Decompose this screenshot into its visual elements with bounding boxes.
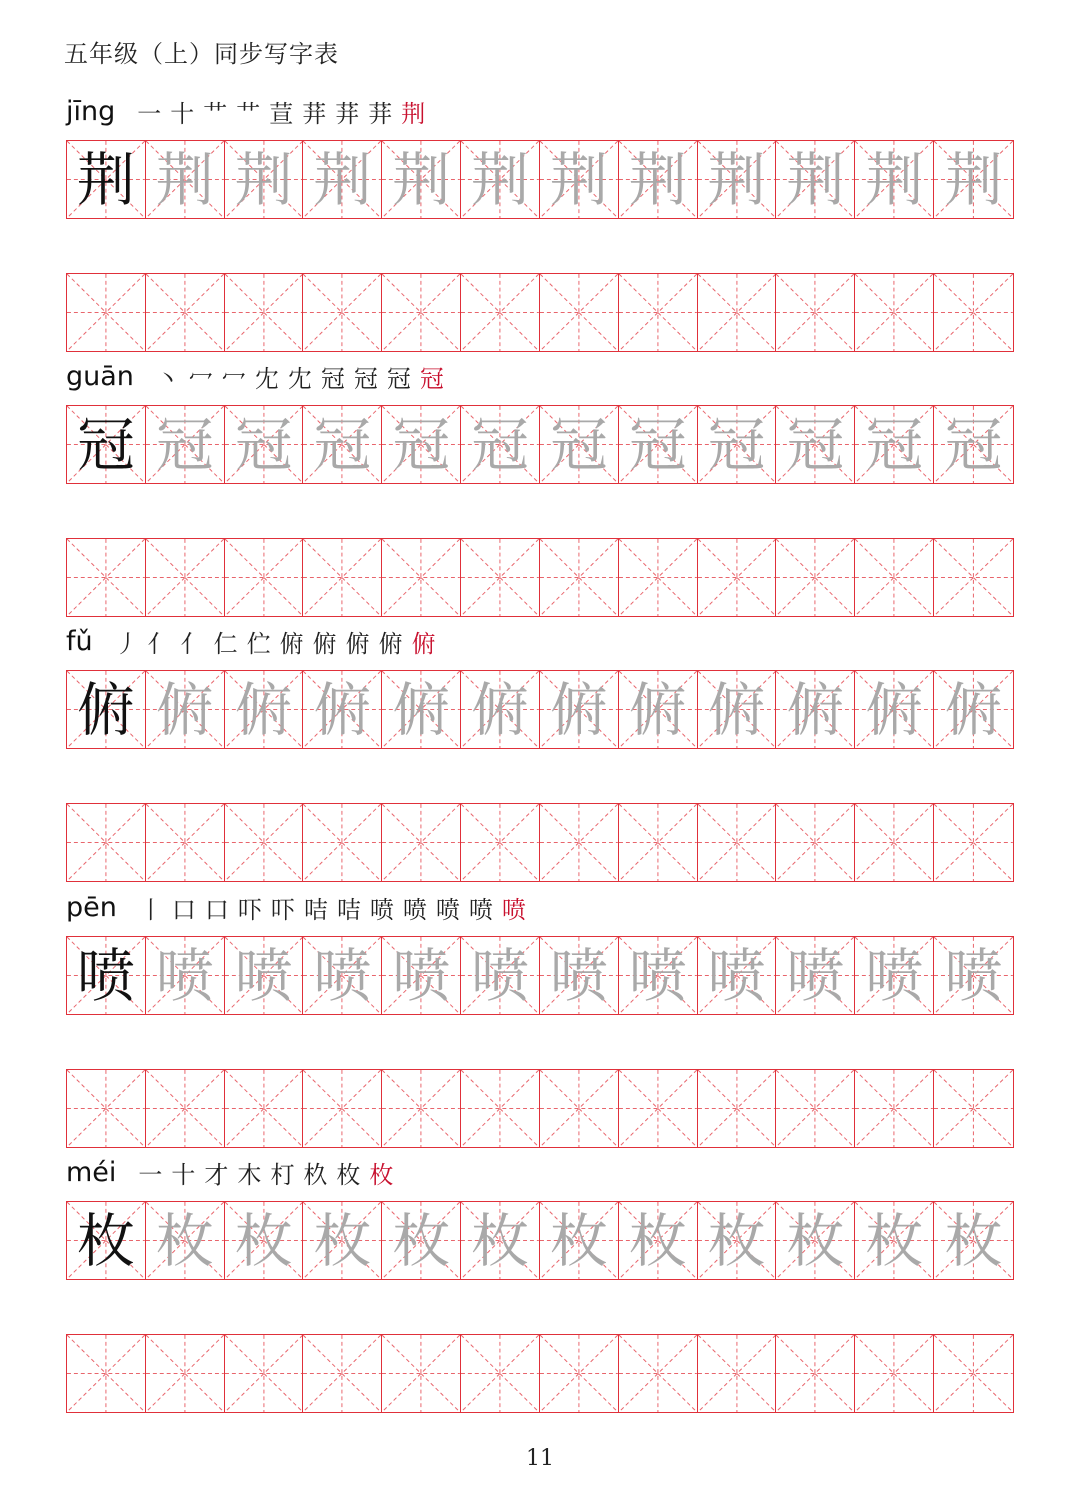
trace-character: 枚: [471, 1206, 530, 1275]
blank-writing-cell[interactable]: [146, 1335, 225, 1412]
stroke-step: 冘: [287, 364, 312, 393]
trace-character: 喷: [155, 941, 214, 1010]
trace-character-cell: [461, 937, 540, 1014]
blank-writing-cell[interactable]: [461, 274, 540, 351]
trace-character-cell: [776, 406, 855, 483]
stroke-step: 咭: [336, 895, 361, 924]
trace-character: 俯: [392, 675, 451, 744]
trace-character: 荆: [944, 145, 1003, 214]
model-character-row: [66, 936, 1014, 1015]
trace-character: 喷: [944, 941, 1003, 1010]
stroke-step: 俯: [378, 629, 403, 658]
trace-character: 枚: [944, 1206, 1003, 1275]
trace-character-cell: [934, 937, 1013, 1014]
trace-character: 冠: [392, 410, 451, 479]
stroke-step: 冠: [320, 364, 345, 393]
stroke-step: 喷: [468, 895, 493, 924]
trace-character: 荆: [234, 145, 293, 214]
blank-writing-cell[interactable]: [67, 1335, 146, 1412]
stroke-order-sequence: [156, 359, 453, 394]
trace-character-cell: [540, 141, 619, 218]
trace-character-cell: [698, 937, 777, 1014]
stroke-step: 冖: [221, 364, 246, 393]
trace-character: 枚: [865, 1206, 924, 1275]
trace-character-cell: [303, 1202, 382, 1279]
blank-writing-cell[interactable]: [67, 1070, 146, 1147]
blank-writing-cell[interactable]: [934, 539, 1013, 616]
example-character-cell: [67, 1202, 146, 1279]
stroke-step: 咭: [303, 895, 328, 924]
trace-character-cell: [540, 671, 619, 748]
stroke-step: 俯: [345, 629, 370, 658]
blank-writing-cell[interactable]: [619, 804, 698, 881]
stroke-step: 口: [171, 895, 196, 924]
blank-practice-row: [66, 273, 1014, 352]
blank-writing-cell[interactable]: [540, 274, 619, 351]
example-character-cell: [67, 937, 146, 1014]
stroke-step: 十: [171, 1160, 196, 1189]
trace-character-cell: [461, 141, 540, 218]
stroke-order-sequence: [139, 890, 535, 925]
blank-writing-cell[interactable]: [698, 1070, 777, 1147]
trace-character-cell: [225, 671, 304, 748]
trace-character: 枚: [786, 1206, 845, 1275]
pinyin-label: jīng: [66, 95, 116, 127]
blank-writing-cell[interactable]: [776, 274, 855, 351]
blank-writing-cell[interactable]: [225, 804, 304, 881]
stroke-order-sequence: [137, 94, 434, 129]
blank-writing-cell[interactable]: [146, 1070, 225, 1147]
trace-character-cell: [382, 1202, 461, 1279]
blank-writing-cell[interactable]: [146, 804, 225, 881]
blank-writing-cell[interactable]: [619, 1335, 698, 1412]
stroke-step: 一: [138, 1160, 163, 1189]
blank-writing-cell[interactable]: [934, 1335, 1013, 1412]
trace-character: 俯: [628, 675, 687, 744]
trace-character: 冠: [471, 410, 530, 479]
pinyin-stroke-line: [66, 88, 434, 134]
stroke-step: 荓: [368, 99, 393, 128]
character-block: [66, 88, 1016, 358]
blank-writing-cell[interactable]: [225, 539, 304, 616]
blank-writing-cell[interactable]: [461, 1335, 540, 1412]
pinyin-stroke-line: [66, 353, 453, 399]
trace-character: 冠: [707, 410, 766, 479]
blank-writing-cell[interactable]: [382, 1335, 461, 1412]
trace-character-cell: [698, 406, 777, 483]
stroke-step: 杦: [303, 1160, 328, 1189]
blank-writing-cell[interactable]: [382, 804, 461, 881]
trace-character-cell: [382, 671, 461, 748]
blank-writing-cell[interactable]: [382, 274, 461, 351]
pinyin-label: pēn: [66, 891, 117, 923]
model-character-row: [66, 405, 1014, 484]
blank-writing-cell[interactable]: [776, 804, 855, 881]
blank-writing-cell[interactable]: [540, 1070, 619, 1147]
trace-character-cell: [225, 406, 304, 483]
model-character-row: [66, 670, 1014, 749]
blank-writing-cell[interactable]: [225, 1070, 304, 1147]
model-character-row: [66, 1201, 1014, 1280]
trace-character: 冠: [944, 410, 1003, 479]
blank-writing-cell[interactable]: [540, 1335, 619, 1412]
trace-character: 荆: [786, 145, 845, 214]
blank-writing-cell[interactable]: [698, 1335, 777, 1412]
blank-writing-cell[interactable]: [776, 539, 855, 616]
trace-character-cell: [776, 671, 855, 748]
trace-character: 喷: [865, 941, 924, 1010]
stroke-step: 冖: [188, 364, 213, 393]
blank-writing-cell[interactable]: [303, 804, 382, 881]
pinyin-label: méi: [66, 1156, 117, 1188]
blank-writing-cell[interactable]: [855, 539, 934, 616]
blank-writing-cell[interactable]: [776, 1070, 855, 1147]
stroke-step: 枚: [336, 1160, 361, 1189]
trace-character: 枚: [628, 1206, 687, 1275]
blank-writing-cell[interactable]: [146, 274, 225, 351]
stroke-step: 艹: [203, 99, 228, 128]
trace-character-cell: [619, 937, 698, 1014]
page-title: 五年级（上）同步写字表: [64, 40, 339, 68]
trace-character-cell: [619, 671, 698, 748]
blank-writing-cell[interactable]: [303, 1070, 382, 1147]
trace-character-cell: [540, 937, 619, 1014]
example-character: 俯: [76, 675, 135, 744]
character-block: [66, 1149, 1016, 1419]
blank-writing-cell[interactable]: [698, 804, 777, 881]
trace-character: 冠: [628, 410, 687, 479]
stroke-step: 亻: [180, 629, 205, 658]
trace-character: 俯: [865, 675, 924, 744]
blank-writing-cell[interactable]: [382, 539, 461, 616]
trace-character-cell: [461, 406, 540, 483]
model-character-row: [66, 140, 1014, 219]
example-character: 枚: [76, 1206, 135, 1275]
blank-writing-cell[interactable]: [776, 1335, 855, 1412]
trace-character-cell: [225, 141, 304, 218]
character-block: [66, 618, 1016, 888]
blank-writing-cell[interactable]: [855, 1335, 934, 1412]
trace-character-cell: [934, 141, 1013, 218]
pinyin-stroke-line: [66, 884, 535, 930]
blank-practice-row: [66, 1334, 1014, 1413]
pinyin-label: fǔ: [66, 625, 93, 657]
trace-character: 荆: [471, 145, 530, 214]
stroke-step: 亻: [147, 629, 172, 658]
trace-character-cell: [540, 406, 619, 483]
trace-character: 冠: [865, 410, 924, 479]
trace-character-cell: [461, 1202, 540, 1279]
trace-character-cell: [619, 406, 698, 483]
trace-character-cell: [619, 1202, 698, 1279]
example-character-cell: [67, 671, 146, 748]
stroke-step: 冠: [386, 364, 411, 393]
blank-writing-cell[interactable]: [855, 274, 934, 351]
pinyin-label: guān: [66, 360, 134, 392]
stroke-step: 俯: [411, 629, 436, 658]
trace-character: 荆: [628, 145, 687, 214]
trace-character-cell: [382, 937, 461, 1014]
trace-character: 枚: [313, 1206, 372, 1275]
blank-writing-cell[interactable]: [855, 1070, 934, 1147]
trace-character-cell: [619, 141, 698, 218]
stroke-step: 喷: [435, 895, 460, 924]
trace-character: 俯: [786, 675, 845, 744]
trace-character: 俯: [944, 675, 1003, 744]
stroke-step: 木: [237, 1160, 262, 1189]
stroke-step: 口: [204, 895, 229, 924]
trace-character-cell: [855, 937, 934, 1014]
trace-character-cell: [225, 937, 304, 1014]
trace-character: 俯: [313, 675, 372, 744]
example-character-cell: [67, 406, 146, 483]
trace-character-cell: [934, 671, 1013, 748]
blank-writing-cell[interactable]: [225, 274, 304, 351]
stroke-order-sequence: [138, 1155, 402, 1190]
trace-character-cell: [698, 1202, 777, 1279]
stroke-step: 丿: [114, 629, 139, 658]
trace-character: 荆: [155, 145, 214, 214]
trace-character: 枚: [549, 1206, 608, 1275]
blank-writing-cell[interactable]: [619, 1070, 698, 1147]
trace-character: 荆: [313, 145, 372, 214]
trace-character: 冠: [786, 410, 845, 479]
trace-character: 喷: [471, 941, 530, 1010]
blank-writing-cell[interactable]: [934, 804, 1013, 881]
stroke-step: 才: [204, 1160, 229, 1189]
blank-writing-cell[interactable]: [461, 539, 540, 616]
example-character: 荆: [76, 145, 135, 214]
blank-writing-cell[interactable]: [67, 539, 146, 616]
trace-character: 俯: [155, 675, 214, 744]
stroke-step: 俯: [312, 629, 337, 658]
trace-character-cell: [855, 406, 934, 483]
stroke-step: 十: [170, 99, 195, 128]
trace-character: 喷: [628, 941, 687, 1010]
pinyin-stroke-line: [66, 1149, 402, 1195]
trace-character: 俯: [549, 675, 608, 744]
trace-character-cell: [934, 406, 1013, 483]
stroke-step: 丨: [138, 895, 163, 924]
trace-character: 喷: [549, 941, 608, 1010]
trace-character-cell: [303, 937, 382, 1014]
stroke-order-sequence: [115, 624, 445, 659]
trace-character-cell: [776, 937, 855, 1014]
trace-character: 喷: [234, 941, 293, 1010]
trace-character-cell: [146, 937, 225, 1014]
trace-character-cell: [776, 141, 855, 218]
example-character-cell: [67, 141, 146, 218]
trace-character-cell: [855, 1202, 934, 1279]
trace-character: 荆: [392, 145, 451, 214]
stroke-step: 冠: [419, 364, 444, 393]
trace-character-cell: [855, 671, 934, 748]
stroke-step: 一: [137, 99, 162, 128]
stroke-step: 丶: [155, 364, 180, 393]
trace-character-cell: [146, 406, 225, 483]
stroke-step: 俯: [279, 629, 304, 658]
blank-writing-cell[interactable]: [934, 1070, 1013, 1147]
blank-writing-cell[interactable]: [303, 274, 382, 351]
stroke-step: 枚: [369, 1160, 394, 1189]
trace-character-cell: [146, 141, 225, 218]
trace-character: 冠: [313, 410, 372, 479]
blank-writing-cell[interactable]: [146, 539, 225, 616]
trace-character: 喷: [786, 941, 845, 1010]
trace-character-cell: [225, 1202, 304, 1279]
trace-character: 荆: [707, 145, 766, 214]
stroke-step: 喷: [402, 895, 427, 924]
pinyin-stroke-line: [66, 618, 445, 664]
stroke-step: 荁: [269, 99, 294, 128]
blank-practice-row: [66, 538, 1014, 617]
stroke-step: 冠: [353, 364, 378, 393]
stroke-step: 冘: [254, 364, 279, 393]
trace-character-cell: [146, 1202, 225, 1279]
page-number: 11: [526, 1446, 554, 1471]
trace-character-cell: [855, 141, 934, 218]
trace-character-cell: [303, 406, 382, 483]
stroke-step: 喷: [501, 895, 526, 924]
trace-character-cell: [540, 1202, 619, 1279]
trace-character: 冠: [234, 410, 293, 479]
trace-character: 荆: [549, 145, 608, 214]
stroke-step: 荆: [401, 99, 426, 128]
example-character: 冠: [76, 410, 135, 479]
blank-writing-cell[interactable]: [67, 804, 146, 881]
trace-character-cell: [698, 671, 777, 748]
stroke-step: 仁: [213, 629, 238, 658]
character-block: [66, 884, 1016, 1154]
blank-practice-row: [66, 803, 1014, 882]
blank-writing-cell[interactable]: [934, 274, 1013, 351]
stroke-step: 伫: [246, 629, 271, 658]
trace-character: 喷: [707, 941, 766, 1010]
trace-character-cell: [303, 671, 382, 748]
stroke-step: 吓: [237, 895, 262, 924]
trace-character: 枚: [155, 1206, 214, 1275]
blank-writing-cell[interactable]: [225, 1335, 304, 1412]
blank-writing-cell[interactable]: [540, 804, 619, 881]
trace-character-cell: [303, 141, 382, 218]
trace-character-cell: [382, 406, 461, 483]
trace-character: 荆: [865, 145, 924, 214]
trace-character: 喷: [392, 941, 451, 1010]
trace-character-cell: [382, 141, 461, 218]
blank-writing-cell[interactable]: [461, 804, 540, 881]
stroke-step: 荓: [335, 99, 360, 128]
trace-character: 喷: [313, 941, 372, 1010]
blank-writing-cell[interactable]: [461, 1070, 540, 1147]
stroke-step: 喷: [369, 895, 394, 924]
trace-character: 俯: [707, 675, 766, 744]
trace-character-cell: [776, 1202, 855, 1279]
stroke-step: 吓: [270, 895, 295, 924]
trace-character: 俯: [234, 675, 293, 744]
blank-writing-cell[interactable]: [540, 539, 619, 616]
blank-practice-row: [66, 1069, 1014, 1148]
blank-writing-cell[interactable]: [619, 274, 698, 351]
stroke-step: 艹: [236, 99, 261, 128]
blank-writing-cell[interactable]: [303, 1335, 382, 1412]
trace-character: 枚: [234, 1206, 293, 1275]
example-character: 喷: [76, 941, 135, 1010]
trace-character-cell: [934, 1202, 1013, 1279]
trace-character-cell: [461, 671, 540, 748]
trace-character: 俯: [471, 675, 530, 744]
stroke-step: 荓: [302, 99, 327, 128]
trace-character: 枚: [707, 1206, 766, 1275]
blank-writing-cell[interactable]: [382, 1070, 461, 1147]
character-block: [66, 353, 1016, 623]
blank-writing-cell[interactable]: [698, 539, 777, 616]
trace-character: 冠: [155, 410, 214, 479]
blank-writing-cell[interactable]: [855, 804, 934, 881]
blank-writing-cell[interactable]: [698, 274, 777, 351]
trace-character: 冠: [549, 410, 608, 479]
stroke-step: 朾: [270, 1160, 295, 1189]
trace-character: 枚: [392, 1206, 451, 1275]
trace-character-cell: [698, 141, 777, 218]
trace-character-cell: [146, 671, 225, 748]
blank-writing-cell[interactable]: [67, 274, 146, 351]
blank-writing-cell[interactable]: [303, 539, 382, 616]
blank-writing-cell[interactable]: [619, 539, 698, 616]
